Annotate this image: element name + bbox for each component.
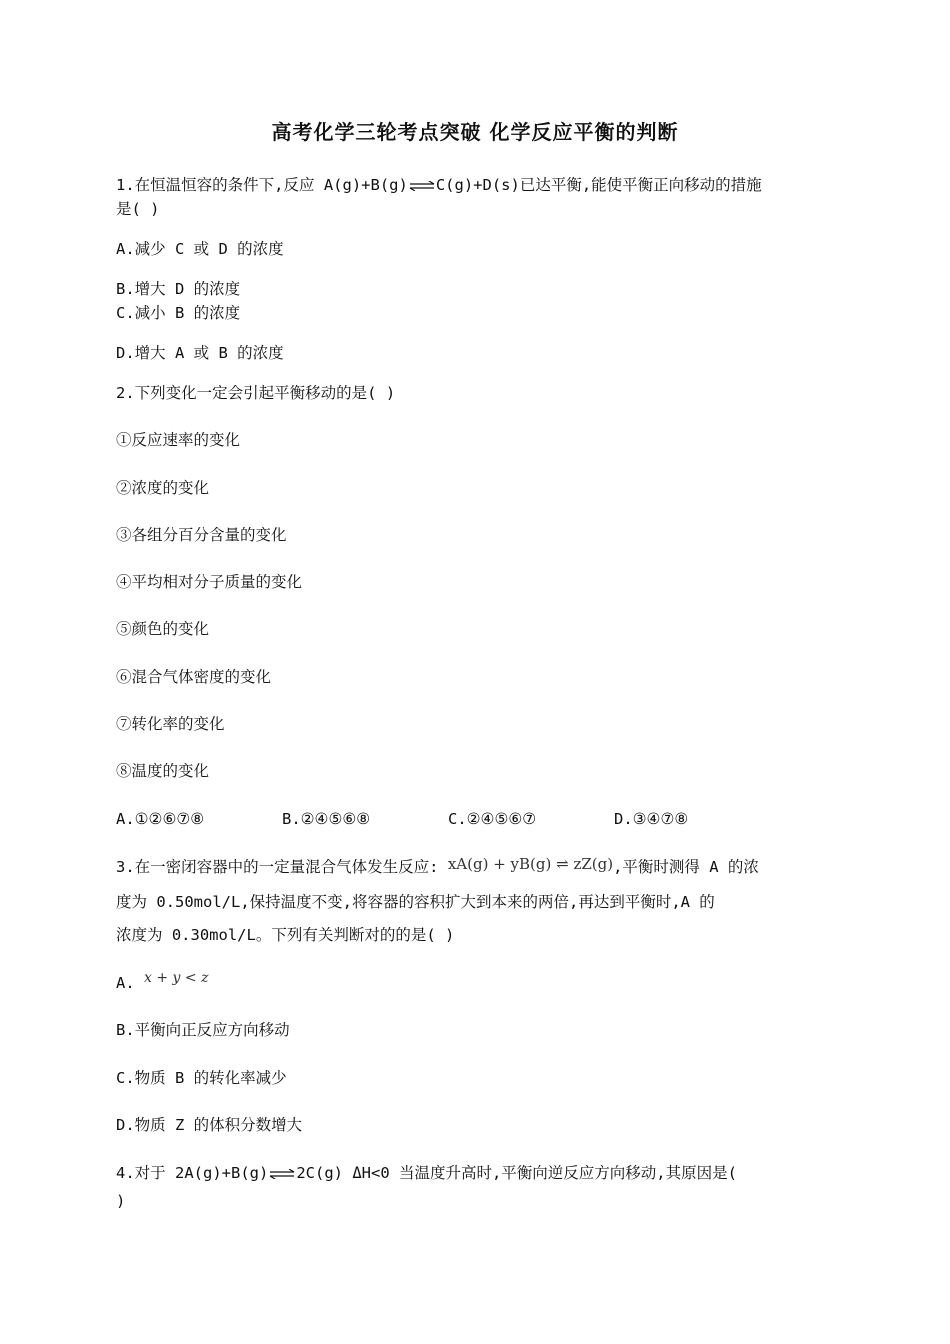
q4-stem-part1: 4.对于 2A(g)+B(g)	[116, 1164, 269, 1182]
q3-equation: xA(g) + yB(g) ⇌ zZ(g)	[447, 855, 614, 873]
q2-option-d: D.③④⑦⑧	[614, 810, 689, 828]
q2-option-b: B.②④⑤⑥⑧	[282, 810, 371, 828]
q1-option-c: C.减小 B 的浓度	[116, 304, 241, 322]
q2-item-3: ③各组分百分含量的变化	[116, 526, 287, 544]
q1-stem-line2: 是( )	[116, 200, 160, 218]
q1-option-d: D.增大 A 或 B 的浓度	[116, 344, 284, 362]
q3-option-d: D.物质 Z 的体积分数增大	[116, 1116, 303, 1134]
q1-option-b: B.增大 D 的浓度	[116, 280, 241, 298]
q1-stem-part2: C(g)+D(s)已达平衡,能使平衡正向移动的措施	[435, 176, 762, 194]
equilibrium-arrow-icon	[409, 181, 435, 191]
q2-item-7: ⑦转化率的变化	[116, 715, 225, 733]
q3-option-c: C.物质 B 的转化率减少	[116, 1069, 287, 1087]
q2-options-row	[116, 808, 780, 830]
q2-item-2: ②浓度的变化	[116, 479, 210, 497]
equilibrium-arrow-icon	[269, 1169, 295, 1179]
page-title: 高考化学三轮考点突破 化学反应平衡的判断	[271, 120, 679, 144]
q2-option-a: A.①②⑥⑦⑧	[116, 810, 205, 828]
q3-stem-part2: ,平衡时测得 A 的浓	[613, 858, 759, 876]
q2-option-c: C.②④⑤⑥⑦	[448, 810, 537, 828]
q3-option-a-math: x + y < z	[144, 970, 209, 986]
q2-stem: 2.下列变化一定会引起平衡移动的是( )	[116, 384, 396, 402]
q3-stem-line1	[116, 856, 759, 878]
q3-stem-line3: 浓度为 0.30mol/L。下列有关判断对的的是( )	[116, 926, 455, 944]
q1-stem-line1	[116, 174, 762, 196]
q2-item-5: ⑤颜色的变化	[116, 620, 210, 638]
q3-option-a	[116, 972, 208, 995]
q3-option-a-prefix: A.	[116, 974, 135, 992]
q4-stem-line2: )	[116, 1192, 126, 1210]
q1-stem-part1: 1.在恒温恒容的条件下,反应 A(g)+B(g)	[116, 176, 408, 194]
q4-stem-line1	[116, 1162, 737, 1184]
q3-option-b: B.平衡向正反应方向移动	[116, 1021, 290, 1039]
q4-stem-part2: 2C(g) ΔH<0 当温度升高时,平衡向逆反应方向移动,其原因是(	[296, 1164, 737, 1182]
q1-option-a: A.减少 C 或 D 的浓度	[116, 240, 284, 258]
q2-item-6: ⑥混合气体密度的变化	[116, 668, 272, 686]
q2-item-1: ①反应速率的变化	[116, 431, 241, 449]
q2-item-4: ④平均相对分子质量的变化	[116, 573, 303, 591]
q3-stem-line2: 度为 0.50mol/L,保持温度不变,将容器的容积扩大到本来的两倍,再达到平衡时,A 的	[116, 893, 715, 911]
q3-stem-part1: 3.在一密闭容器中的一定量混合气体发生反应:	[116, 858, 439, 876]
q2-item-8: ⑧温度的变化	[116, 762, 210, 780]
